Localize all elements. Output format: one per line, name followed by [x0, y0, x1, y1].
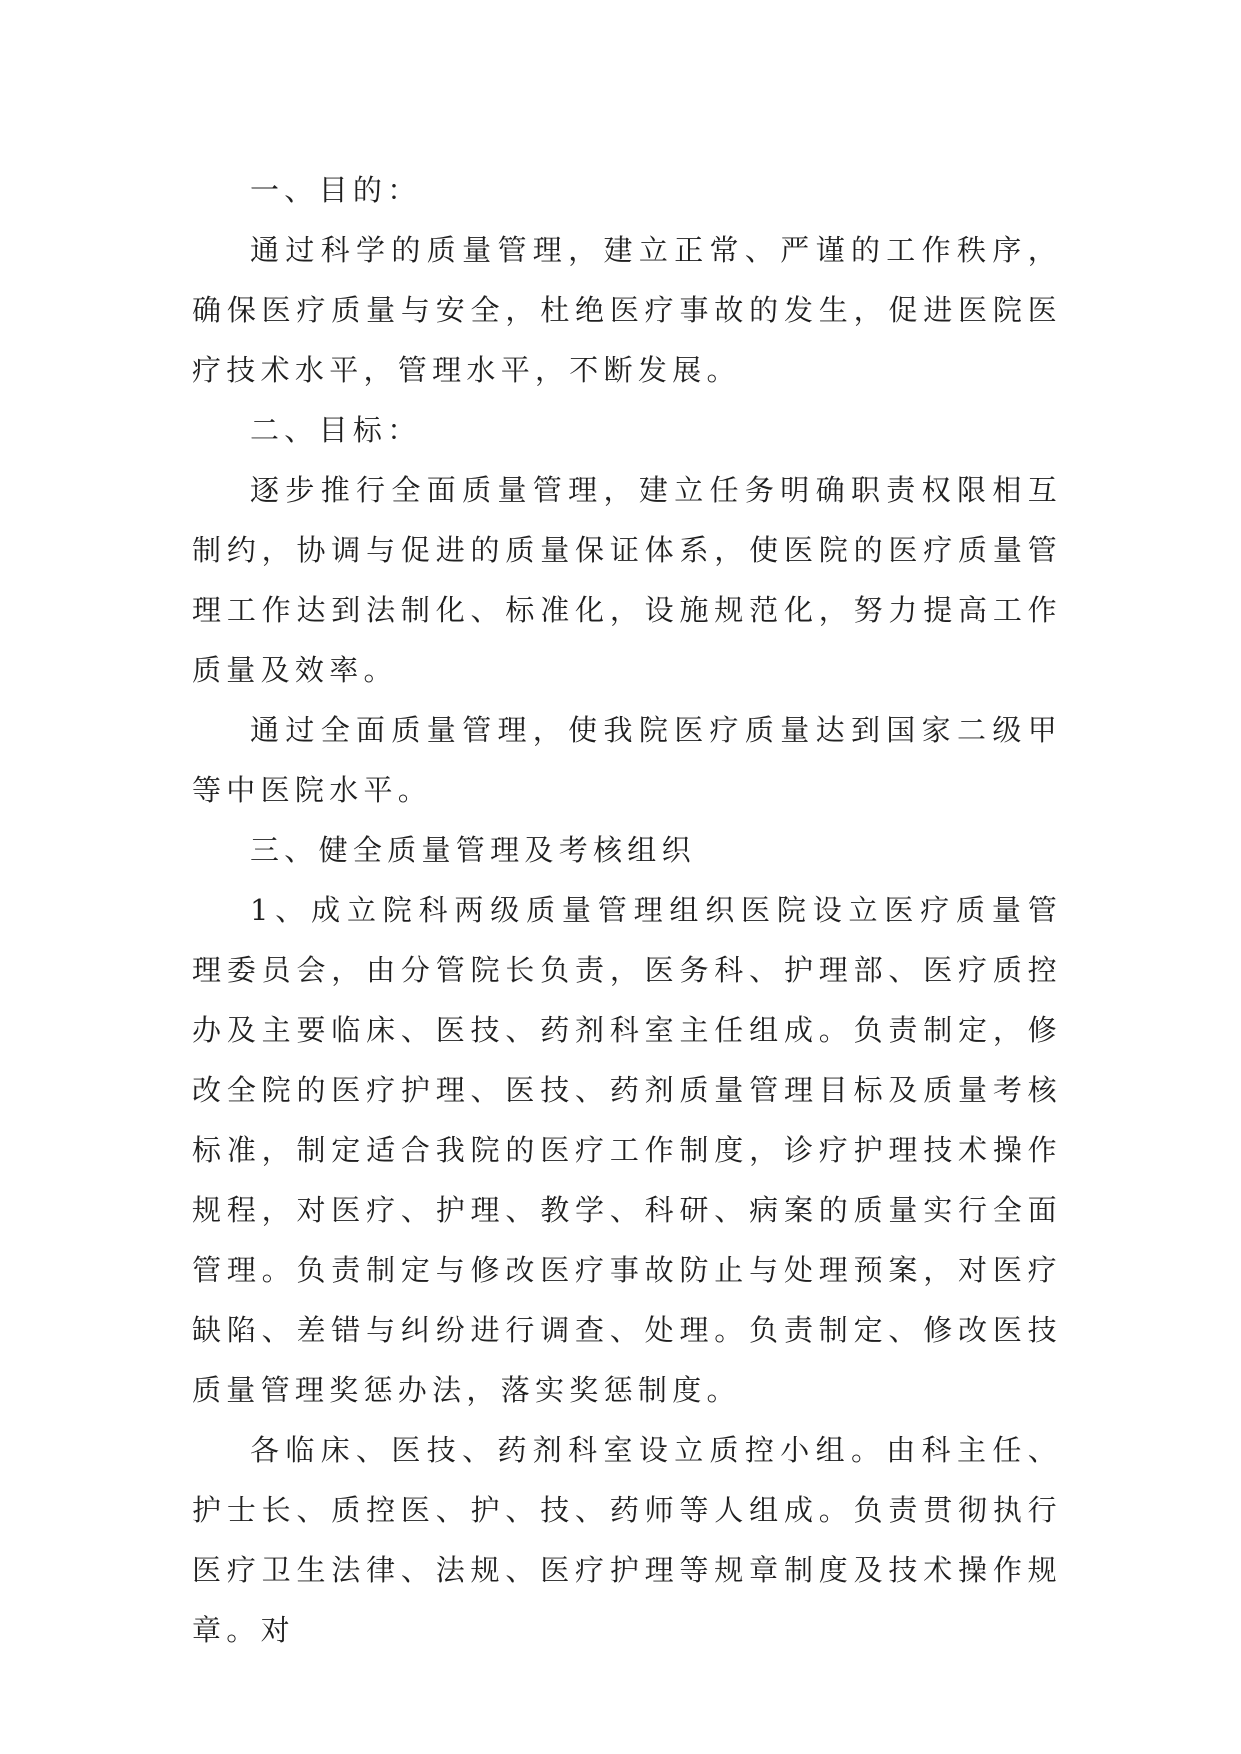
paragraph-goal-level: 通过全面质量管理，使我院医疗质量达到国家二级甲等中医院水平。: [192, 713, 1062, 807]
section-heading-organization: 三、健全质量管理及考核组织: [250, 833, 696, 867]
paragraph-goal: 逐步推行全面质量管理，建立任务明确职责权限相互制约，协调与促进的质量保证体系，使医院的医疗质量管理工作达到法制化、标准化，设施规范化，努力提高工作质量及效率。: [192, 473, 1062, 687]
section-heading-purpose: 一、目的：: [250, 173, 422, 207]
paragraph-purpose: 通过科学的质量管理，建立正常、严谨的工作秩序，确保医疗质量与安全，杜绝医疗事故的发生，促进医院医疗技术水平，管理水平，不断发展。: [192, 233, 1062, 387]
document-body: [192, 160, 1062, 1660]
paragraph-qc-group: 各临床、医技、药剂科室设立质控小组。由科主任、护士长、质控医、护、技、药师等人组成。负责贯彻执行医疗卫生法律、法规、医疗护理等规章制度及技术操作规章。对: [192, 1433, 1062, 1647]
section-heading-goal: 二、目标：: [250, 413, 422, 447]
paragraph-committee: 1、成立院科两级质量管理组织医院设立医疗质量管理委员会，由分管院长负责，医务科、护理部、医疗质控办及主要临床、医技、药剂科室主任组成。负责制定，修改全院的医疗护理、医技、药剂质量管理目标及质量考核标准，制定适合我院的医疗工作制度，诊疗护理技术操作规程，对医疗、护理、教学、科研、病案的质量实行全面管理。负责制定与修改医疗事故防止与处理预案，对医疗缺陷、差错与纠纷进行调查、处理。负责制定、修改医技质量管理奖惩办法，落实奖惩制度。: [192, 893, 1062, 1407]
